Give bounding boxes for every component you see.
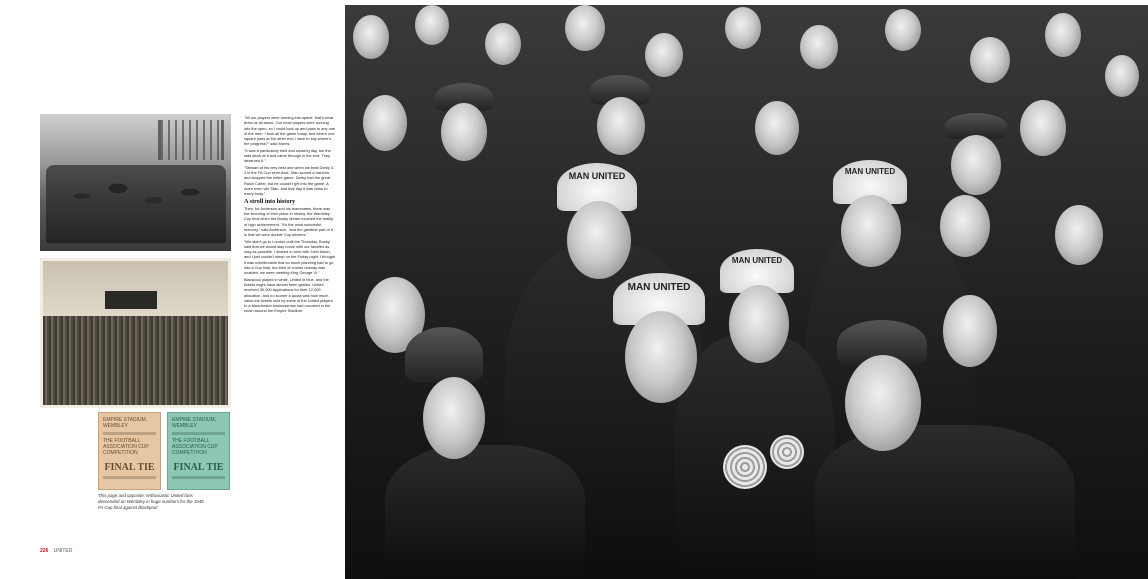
paragraph: "We didn't go to London until the Thursday. Busby said that we would stay home with our families as long as possible. I shared a room with John Aston, and I just couldn't sleep on the Friday night. I thought it was unbelievable that so much planning had to go into a Cup final, but then of course nobody was unaided, we were meeting King George VI." — [244, 238, 336, 276]
palace-gate — [158, 120, 224, 160]
man-united-cap: MAN UNITED — [833, 160, 907, 204]
paragraph: "All our players were running into space, that's what drew us all about. Our most players were running into the open, so I could look up and pass to any one of the men. I took all the game today, and where one square pass at the other end I have to say where's the progress?" said Morris. — [244, 115, 336, 147]
rosette — [723, 445, 767, 489]
rosette — [770, 435, 804, 469]
paragraph: "Stewart at his very best and when we beat Derby 3-1 in the FA Cup semi-final, Stan scored a hat-trick and stopped the entire game. Derby had the great Raich Carter, but he couldn't get into the game. A more even win Stan, and that day it was close to every body." — [244, 164, 335, 197]
paragraph: Then, for Anderson and his teammates, there was the securing of their place in history, the Wembley Cup final when the Busby dream touched the reality of high achievement. "It's the most wonderful memory," said Anderson, "and the greatest part of it is that we were double Cup winners." — [244, 205, 334, 238]
cup-final-ticket: EMPIRE STADIUM, WEMBLEY THE FOOTBALL ASSOCIATION CUP COMPETITION FINAL TIE — [167, 412, 230, 490]
article-body — [244, 115, 336, 315]
section-subhead: A stroll into history — [244, 198, 296, 206]
page-folio — [40, 548, 72, 554]
paragraph: "It was a particularly tired and wearing day, but the lads stuck at it and came through in the end. They deserved it." — [244, 147, 331, 164]
man-united-cap: MAN UNITED — [720, 249, 794, 293]
man-united-cap: MAN UNITED — [613, 273, 705, 325]
man-united-cap: MAN UNITED — [557, 163, 637, 211]
cup-final-ticket: EMPIRE STADIUM, WEMBLEY THE FOOTBALL ASSOCIATION CUP COMPETITION FINAL TIE — [98, 412, 161, 490]
page-number: 226 — [40, 548, 49, 554]
scoreboard — [105, 291, 157, 309]
crowd-photo — [345, 5, 1148, 579]
stadium-stands — [43, 316, 228, 405]
paragraph: Blackpool played in white, United in blue, and the tickets might have almost been golden. United received 30,000 applications for their 12,000 allocation, and no sooner a quota was how much value the tickets sold by some of the United players to a Manchester businessman had occurred in the crush around the Empire Stadium. — [244, 276, 333, 314]
supporters-street-photo — [40, 114, 231, 251]
running-head: UNITED — [53, 548, 73, 554]
left-page — [0, 0, 345, 579]
photo-caption: This page and opposite: enthusiastic United fans descended on Wembley in huge numbers for the 1948 FA Cup final against Blackpool — [98, 493, 204, 510]
street-crowd — [46, 165, 226, 243]
wembley-stadium-photo — [40, 258, 231, 408]
